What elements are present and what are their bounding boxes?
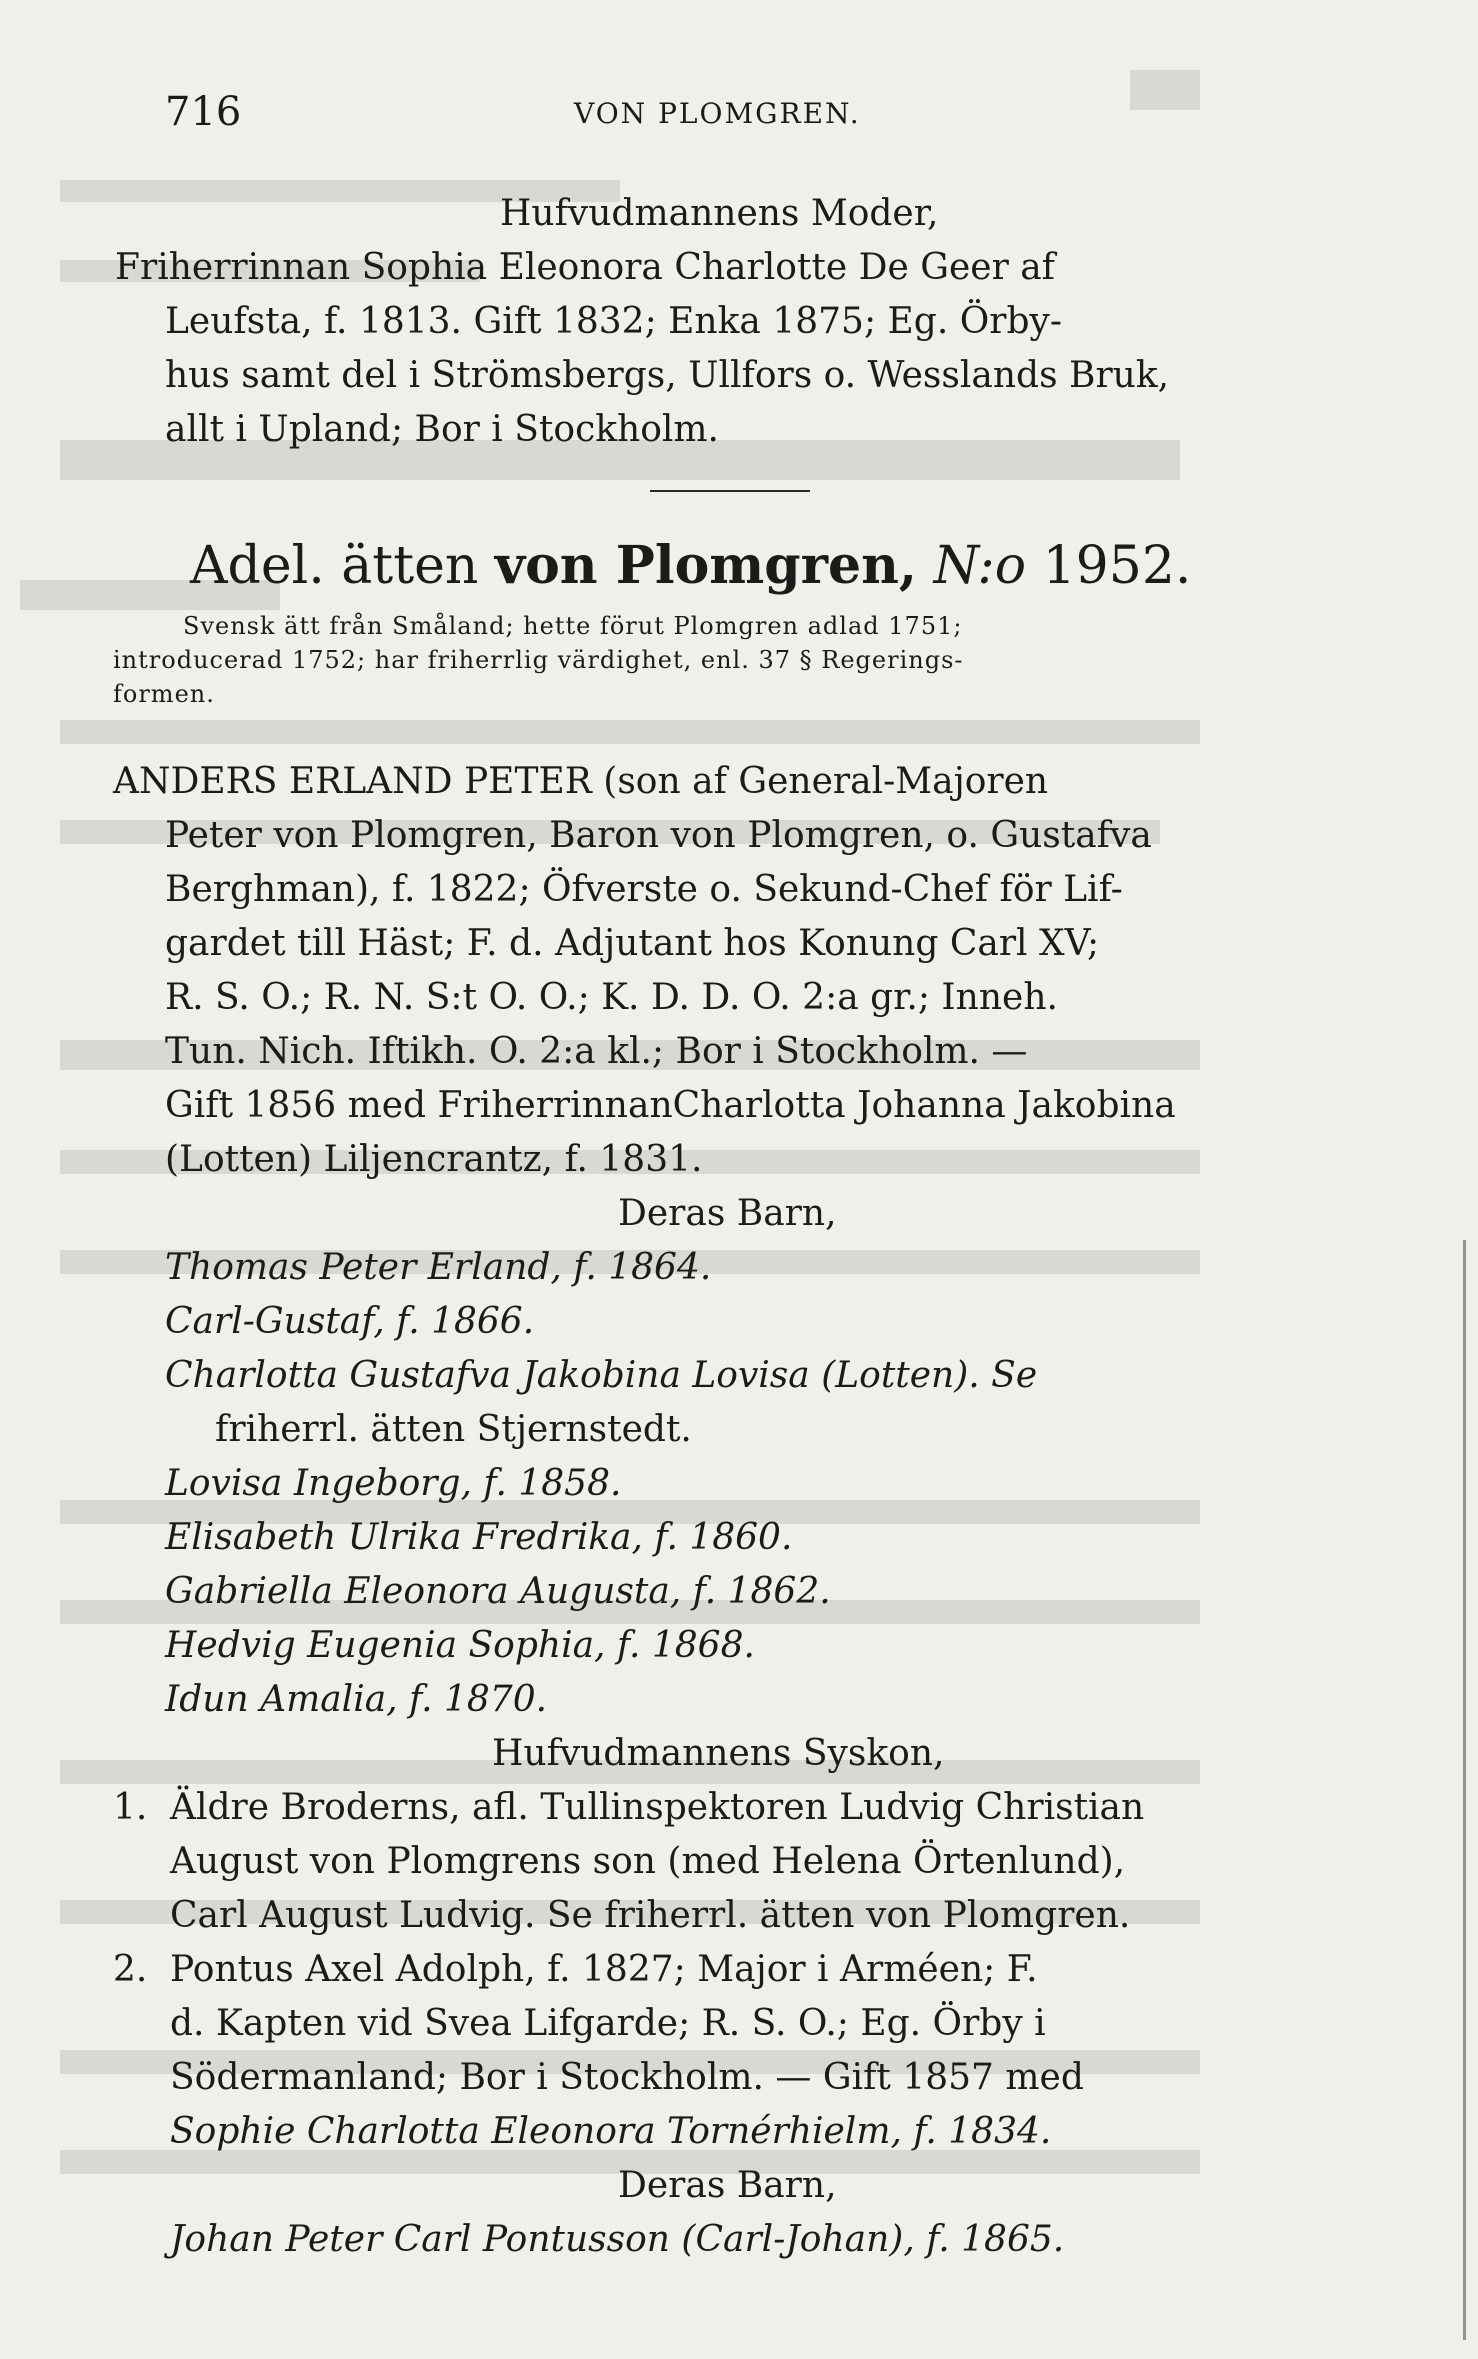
child-line-5: Lovisa Ingeborg, f. 1858. xyxy=(165,1463,622,1504)
head-line-1: ANDERS ERLAND PETER (son af General-Majoren xyxy=(113,761,1049,802)
head-line-6: Tun. Nich. Iftikh. O. 2:a kl.; Bor i Stockholm. — xyxy=(165,1031,1028,1072)
sibling-1-number: 1. xyxy=(113,1787,148,1828)
page-edge-shadow xyxy=(1463,1240,1466,2340)
family-title-number-label: N:o xyxy=(933,536,1027,596)
child-line-3: Charlotta Gustafva Jakobina Lovisa (Lotten). Se xyxy=(165,1355,1038,1396)
mother-line-1: Friherrinnan Sophia Eleonora Charlotte De Geer af xyxy=(115,247,1056,288)
running-title: VON PLOMGREN. xyxy=(574,97,861,130)
family-intro-line-1: Svensk ätt från Småland; hette förut Plomgren adlad 1751; xyxy=(183,612,963,640)
child-line-1: Thomas Peter Erland, f. 1864. xyxy=(165,1247,712,1288)
family-title xyxy=(190,535,1192,596)
sibling-1-line-3: Carl August Ludvig. Se friherrl. ätten von Plomgren. xyxy=(170,1895,1131,1936)
mother-line-3: hus samt del i Strömsbergs, Ullfors o. Wesslands Bruk, xyxy=(165,355,1170,396)
family-title-prefix: Adel. ätten xyxy=(190,536,479,596)
sibling-2-child-line-1: Johan Peter Carl Pontusson (Carl-Johan), f. 1865. xyxy=(170,2219,1065,2260)
head-line-5: R. S. O.; R. N. S:t O. O.; K. D. D. O. 2:a gr.; Inneh. xyxy=(165,977,1058,1018)
sibling-1-line-1: Äldre Broderns, afl. Tullinspektoren Ludvig Christian xyxy=(170,1787,1145,1828)
sibling-2-children-heading: Deras Barn, xyxy=(618,2165,837,2206)
head-line-3: Berghman), f. 1822; Öfverste o. Sekund-Chef för Lif- xyxy=(165,869,1123,910)
mother-heading: Hufvudmannens Moder, xyxy=(500,193,939,234)
siblings-heading: Hufvudmannens Syskon, xyxy=(492,1733,945,1774)
mother-line-2: Leufsta, f. 1813. Gift 1832; Enka 1875; Eg. Örby- xyxy=(165,301,1062,342)
child-line-7: Gabriella Eleonora Augusta, f. 1862. xyxy=(165,1571,831,1612)
section-divider xyxy=(650,490,810,492)
child-line-2: Carl-Gustaf, f. 1866. xyxy=(165,1301,535,1342)
family-title-name: von Plomgren, xyxy=(494,535,918,596)
child-line-9: Idun Amalia, f. 1870. xyxy=(165,1679,548,1720)
head-line-4: gardet till Häst; F. d. Adjutant hos Konung Carl XV; xyxy=(165,923,1100,964)
sibling-2-line-4: Sophie Charlotta Eleonora Tornérhielm, f. 1834. xyxy=(170,2111,1052,2152)
children-heading: Deras Barn, xyxy=(618,1193,837,1234)
sibling-2-number: 2. xyxy=(113,1949,148,1990)
head-line-8: (Lotten) Liljencrantz, f. 1831. xyxy=(165,1139,703,1180)
mother-line-4: allt i Upland; Bor i Stockholm. xyxy=(165,409,719,450)
sibling-1-line-2: August von Plomgrens son (med Helena Örtenlund), xyxy=(170,1841,1126,1882)
sibling-2-line-3: Södermanland; Bor i Stockholm. — Gift 1857 med xyxy=(170,2057,1084,2098)
head-line-7: Gift 1856 med FriherrinnanCharlotta Johanna Jakobina xyxy=(165,1085,1176,1126)
family-intro-line-2: introducerad 1752; har friherrlig värdighet, enl. 37 § Regerings- xyxy=(113,646,964,674)
family-intro-line-3: formen. xyxy=(113,680,215,708)
head-line-2: Peter von Plomgren, Baron von Plomgren, o. Gustafva xyxy=(165,815,1152,856)
sibling-2-line-2: d. Kapten vid Svea Lifgarde; R. S. O.; Eg. Örby i xyxy=(170,2003,1046,2044)
family-title-number: 1952. xyxy=(1042,536,1192,596)
sibling-2-line-1: Pontus Axel Adolph, f. 1827; Major i Arméen; F. xyxy=(170,1949,1038,1990)
child-line-6: Elisabeth Ulrika Fredrika, f. 1860. xyxy=(165,1517,793,1558)
page-number: 716 xyxy=(165,89,242,135)
child-line-8: Hedvig Eugenia Sophia, f. 1868. xyxy=(165,1625,755,1666)
child-line-4: friherrl. ätten Stjernstedt. xyxy=(215,1409,692,1450)
